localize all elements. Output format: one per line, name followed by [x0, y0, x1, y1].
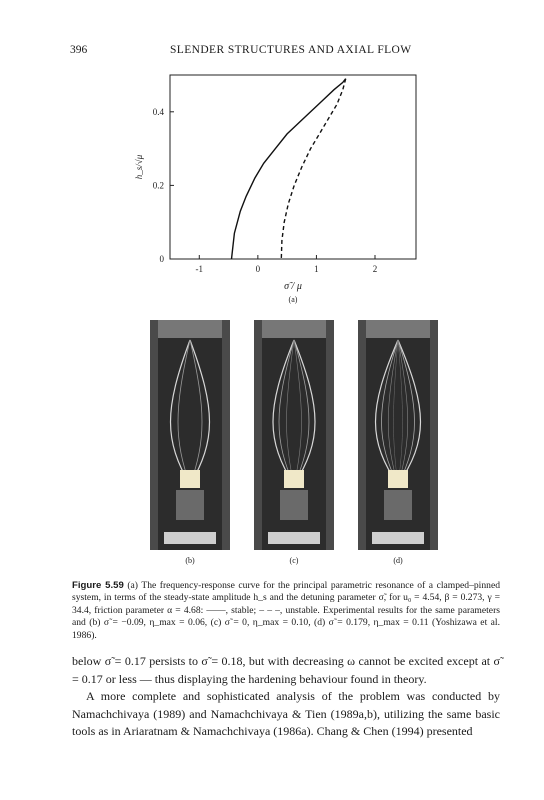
paragraph-2: A more complete and sophisticated analysis of the problem was conducted by Namachchivaya (1989) and Namachchivaya & Tien (1989a,b), utilizing the same basic tools as in Ariaratnam & Namachchivaya (1986a). Chang & Chen (1994) presented — [72, 689, 500, 739]
plot-frame — [170, 75, 416, 259]
body-text — [72, 653, 500, 741]
x-tick-label: 2 — [372, 264, 378, 274]
y-tick-label: 0.4 — [152, 106, 164, 117]
x-tick-label: 1 — [314, 264, 319, 274]
photo-d-image — [358, 320, 438, 550]
x-tick-label: 0 — [255, 264, 261, 274]
photo-d — [358, 320, 438, 565]
y-tick-label: 0 — [159, 254, 164, 264]
photo-b — [150, 320, 230, 565]
figure-label: Figure 5.59 — [72, 580, 124, 591]
photo-b-image — [150, 320, 230, 550]
panel-label: (a) — [288, 295, 298, 304]
photo-c — [254, 320, 334, 565]
photo-c-image — [254, 320, 334, 550]
paragraph-1: below σ̃ = 0.17 persists to σ̃ = 0.18, but with decreasing ω cannot be excited except at σ̃ = 0.17 or less — thus displaying the hardening behaviour found in theory. — [72, 654, 500, 686]
figure-caption — [72, 580, 500, 642]
y-axis-label: h_s/√μ — [134, 154, 144, 180]
x-tick-label: -1 — [195, 264, 204, 274]
experiment-photos — [150, 320, 436, 570]
photo-label: (c) — [289, 556, 299, 565]
photo-label: (b) — [185, 556, 195, 565]
x-axis-label: σ̃ / μ — [284, 281, 302, 292]
y-tick-label: 0.2 — [152, 180, 164, 191]
series-stable-solid — [232, 79, 346, 259]
photo-label: (d) — [393, 556, 403, 565]
running-title: SLENDER STRUCTURES AND AXIAL FLOW — [170, 44, 412, 56]
caption-text: (a) The frequency-response curve for the principal parametric resonance of a clamped–pinned system, in terms of the steady-state amplitude h_s and the detuning parameter σ̃, for u₀ = 4.54, β = 0.273, γ = 34.4, friction parameter α = 4.68: ——, stable; – – –, unstable. Experimental results for the same parameters and (b) σ̃ = −0.09, η_max = 0.06, (c) σ̃ = 0, η_max = 0.10, (d) σ̃ = 0.179, η_max = 0.11 (Yoshizawa et al. 1986). — [72, 580, 500, 641]
frequency-response-chart — [126, 60, 436, 310]
series-unstable-dashed — [281, 79, 345, 259]
page-number: 396 — [70, 44, 88, 56]
